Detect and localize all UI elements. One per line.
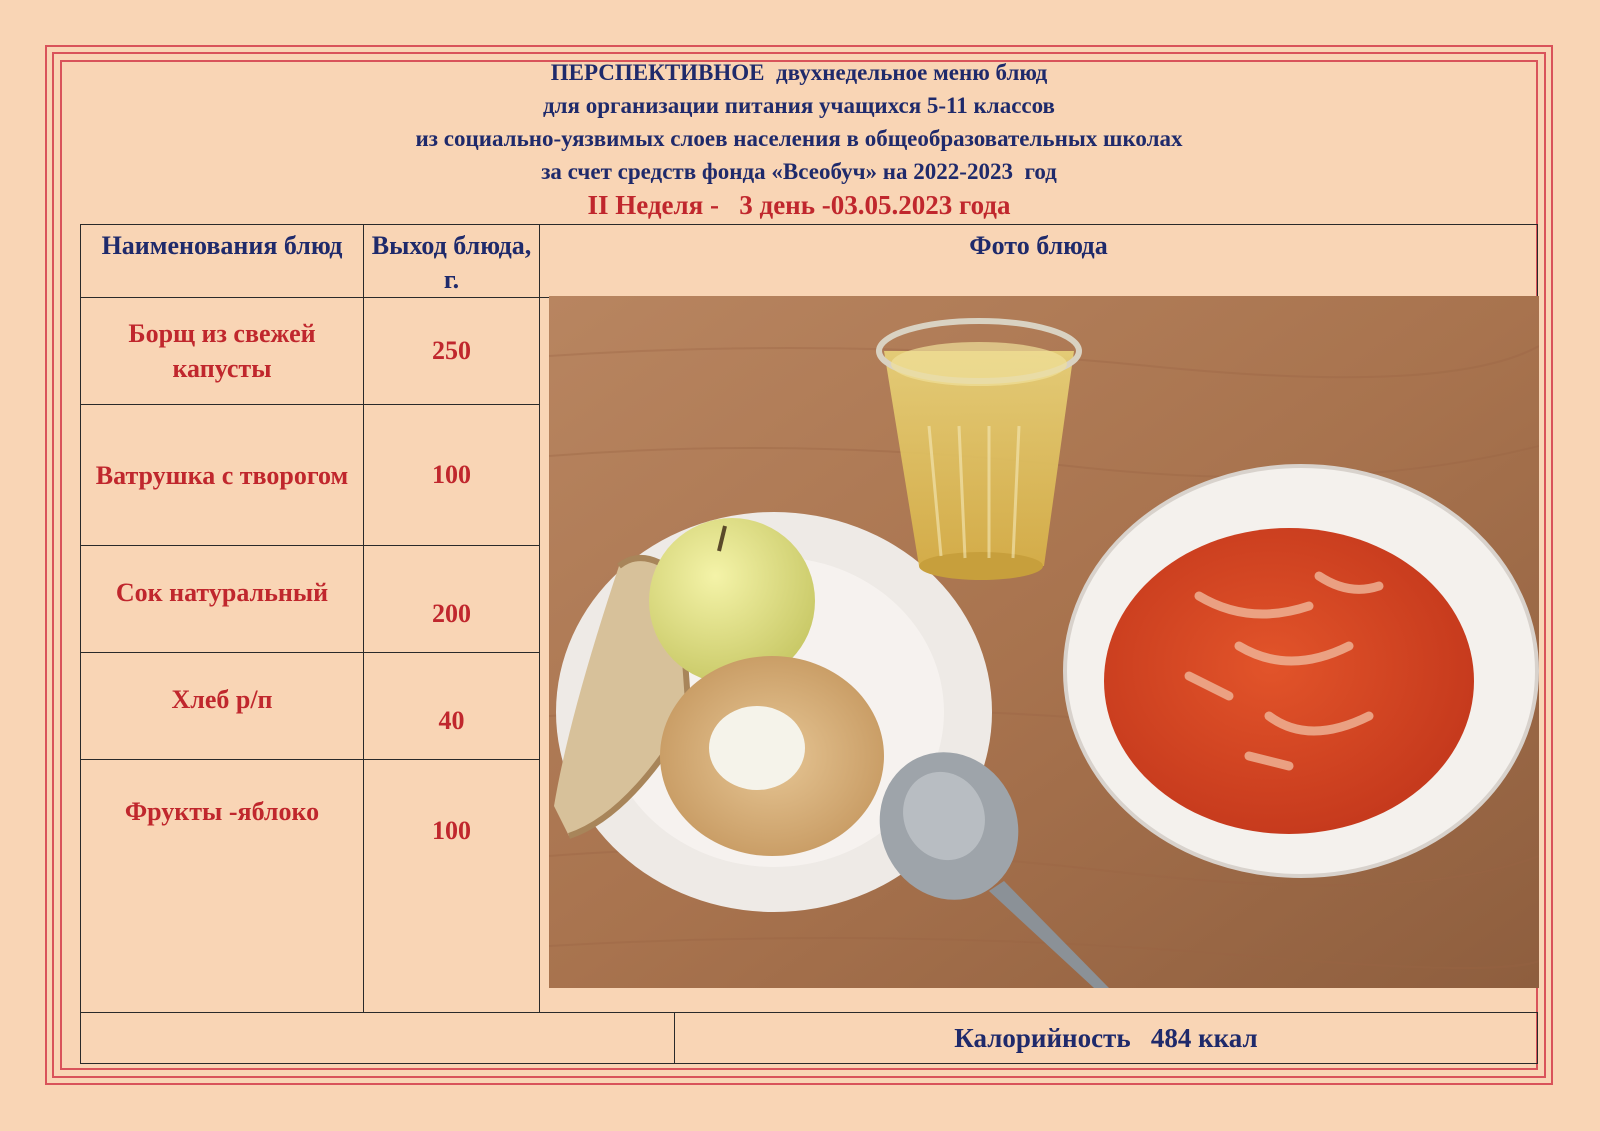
column-header-dish-name: Наименования блюд (80, 224, 364, 298)
calories-total: Калорийность 484 ккал (674, 1012, 1538, 1064)
dish-name: Борщ из свежей капусты (80, 297, 364, 405)
dish-name: Ватрушка с творогом (80, 404, 364, 546)
dish-weight: 100 (363, 759, 540, 1013)
dish-weight: 100 (363, 404, 540, 546)
dish-name: Хлеб р/п (80, 652, 364, 760)
footer-empty-cell (80, 1012, 675, 1064)
column-header-weight: Выход блюда, г. (363, 224, 540, 298)
header-line-2: для организации питания учащихся 5-11 классов (543, 93, 1055, 118)
week-day-date: II Неделя - 3 день -03.05.2023 года (587, 190, 1011, 220)
dish-name: Фрукты -яблоко (80, 759, 364, 1013)
dish-name: Сок натуральный (80, 545, 364, 653)
header-line-3: из социально-уязвимых слоев населения в общеобразовательных школах (415, 126, 1183, 151)
column-header-photo: Фото блюда (539, 224, 1538, 298)
vatrushka-bun (660, 656, 884, 856)
header-line-1: ПЕРСПЕКТИВНОЕ двухнедельное меню блюд (550, 60, 1048, 85)
borscht-bowl (1065, 466, 1537, 876)
dish-photo (549, 296, 1539, 988)
header-line-4: за счет средств фонда «Всеобуч» на 2022-2023 год (541, 159, 1057, 184)
dish-weight: 40 (363, 652, 540, 760)
dish-weight: 250 (363, 297, 540, 405)
dish-weight: 200 (363, 545, 540, 653)
menu-header (60, 56, 1538, 222)
